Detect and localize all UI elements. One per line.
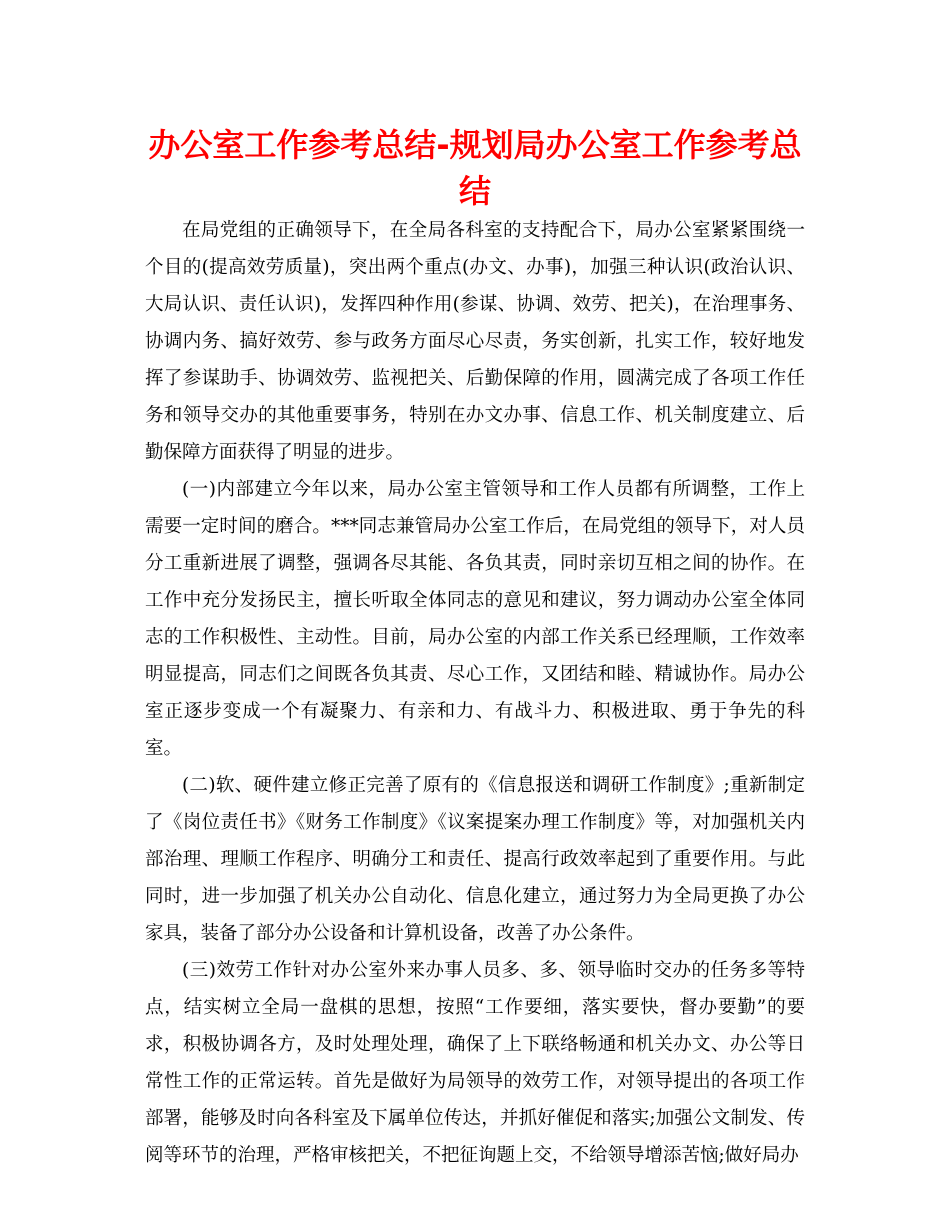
document-title: 办公室工作参考总结-规划局办公室工作参考总结 xyxy=(148,126,802,210)
paragraph-service-work: (三)效劳工作针对办公室外来办事人员多、多、领导临时交办的任务多等特点，结实树立全局一盘棋的思想，按照“工作要细，落实要快，督办要勤”的要求，积极协调各方，及时处理处理，确保了上下联络畅通和机关办文、办公等日常性工作的正常运转。首先是做好为局领导的效劳工作，对领导提出的各项工作部署，能够及时向各科室及下属单位传达，并抓好催促和落实;加强公文制发、传阅等环节的治理，严格审核把关，不把征询题上交，不给领导增添苦恼;做好局办 xyxy=(145,960,805,1166)
paragraph-internal-building: (一)内部建立今年以来，局办公室主管领导和工作人员都有所调整，工作上需要一定时间的磨合。***同志兼管局办公室工作后，在局党组的领导下，对人员分工重新进展了调整，强调各尽其能、各负其责，同时亲切互相之间的协作。在工作中充分发扬民主，擅长听取全体同志的意见和建议，努力调动办公室全体同志的工作积极性、主动性。目前，局办公室的内部工作关系已经理顺，工作效率明显提高，同志们之间既各负其责、尽心工作，又团结和睦、精诚协作。局办公室正逐步变成一个有凝聚力、有亲和力、有战斗力、积极进取、勇于争先的科室。 xyxy=(145,479,805,759)
paragraph-software-hardware: (二)软、硬件建立修正完善了原有的《信息报送和调研工作制度》;重新制定了《岗位责任书》《财务工作制度》《议案提案办理工作制度》等，对加强机关内部治理、理顺工作程序、明确分工和责任、提高行政效率起到了重要作用。与此同时，进一步加强了机关办公自动化、信息化建立，通过努力为全局更换了办公家具，装备了部分办公设备和计算机设备，改善了办公条件。 xyxy=(145,775,805,944)
paragraph-intro: 在局党组的正确领导下，在全局各科室的支持配合下，局办公室紧紧围绕一个目的(提高效劳质量)，突出两个重点(办文、办事)，加强三种认识(政治认识、大局认识、责任认识)，发挥四种作用(参谋、协调、效劳、把关)，在治理事务、协调内务、搞好效劳、参与政务方面尽心尽责，务实创新，扎实工作，较好地发挥了参谋助手、协调效劳、监视把关、后勤保障的作用，圆满完成了各项工作任务和领导交办的其他重要事务，特别在办文办事、信息工作、机关制度建立、后勤保障方面获得了明显的进步。 xyxy=(145,220,805,463)
document-body xyxy=(145,212,805,1174)
